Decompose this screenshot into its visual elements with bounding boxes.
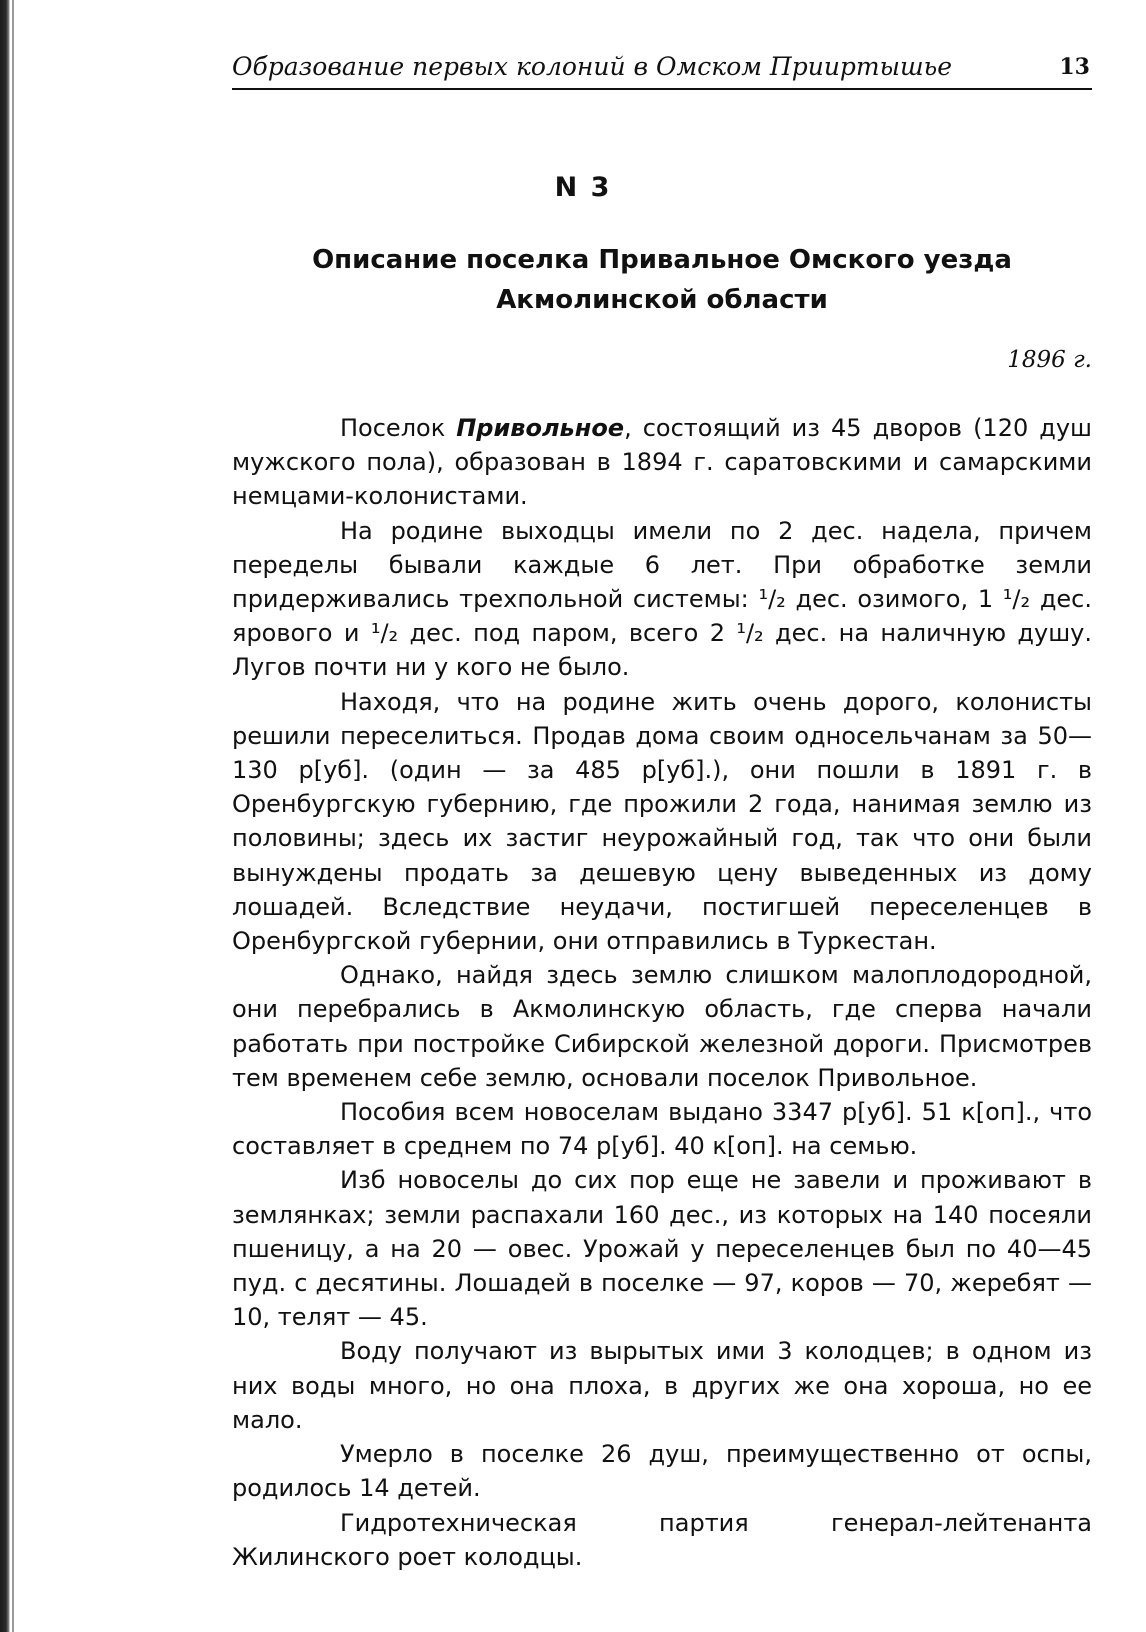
paragraph-1 [232,411,1092,514]
paragraph-8: Умерло в поселке 26 душ, преимущественно от оспы, родилось 14 детей. [232,1440,1092,1503]
paragraph-7: Воду получают из вырытых ими 3 колодцев; в одном из них воды много, но она плоха, в других же она хороша, но ее мало. [232,1337,1092,1434]
document-date: 1896 г. [1007,347,1092,373]
scan-binding-edge [0,0,10,1632]
paragraph-3: Находя, что на родине жить очень дорого, колонисты решили переселиться. Продав дома своим односельчанам за 50—130 р[уб]. (один — за 485 р[уб].), они пошли в 1891 г. в Оренбургскую губернию, где прожили 2 года, нанимая землю из половины; здесь их застиг неурожайный год, так что они были вынуждены продать за дешевую цену выведенных из дому лошадей. Вследствие неудачи, постигшей переселенцев в Оренбургской губернии, они отправились в Туркестан. [232,687,1092,956]
paragraph-2: На родине выходцы имели по 2 дес. надела, причем переделы бывали каждые 6 лет. При обработке земли придерживались трехпольной системы: ¹/₂ дес. озимого, 1 ¹/₂ дес. ярового и ¹/₂ дес. под паром, всего 2 ¹/₂ дес. на наличную душу. Лугов почти ни у кого не было. [232,516,1092,682]
paragraph-6: Изб новоселы до сих пор еще не завели и проживают в землянках; земли распахали 160 дес., из которых на 140 посеяли пшеницу, а на 20 — овес. Урожай у переселенцев был по 40—45 пуд. с десятины. Лошадей в поселке — 97, коров — 70, жеребят — 10, телят — 45. [232,1166,1092,1332]
document-title [232,240,1092,320]
paragraph-9: Гидротехническая партия генерал-лейтенанта Жилинского роет колодцы. [232,1508,1092,1571]
running-title: Образование первых колоний в Омском Прииртышье [232,52,953,81]
document-body [232,411,1092,1574]
paragraph-1-lead: Поселок [340,414,457,442]
document-number: N 3 [554,172,612,203]
settlement-name: Привольное [456,414,625,442]
document-title-line-1: Описание поселка Привальное Омского уезда [312,245,1012,275]
paragraph-1-rest: , состоящий из 45 дворов (120 душ мужского пола), образован в 1894 г. саратовскими и самарскими немцами-колонистами. [232,414,1092,511]
paragraph-4: Однако, найдя здесь землю слишком малоплодородной, они перебрались в Акмолинскую область, где сперва начали работать при постройке Сибирской железной дороги. Присмотрев тем временем себе землю, основали поселок Привольное. [232,961,1092,1092]
scan-binding-line [12,0,14,1632]
paragraph-5: Пособия всем новоселам выдано 3347 р[уб]. 51 к[оп]., что составляет в среднем по 74 р[уб]. 40 к[оп]. на семью. [232,1098,1092,1161]
page-number: 13 [1059,54,1090,80]
page-header [232,50,1092,90]
document-title-line-2: Акмолинской области [496,285,828,315]
